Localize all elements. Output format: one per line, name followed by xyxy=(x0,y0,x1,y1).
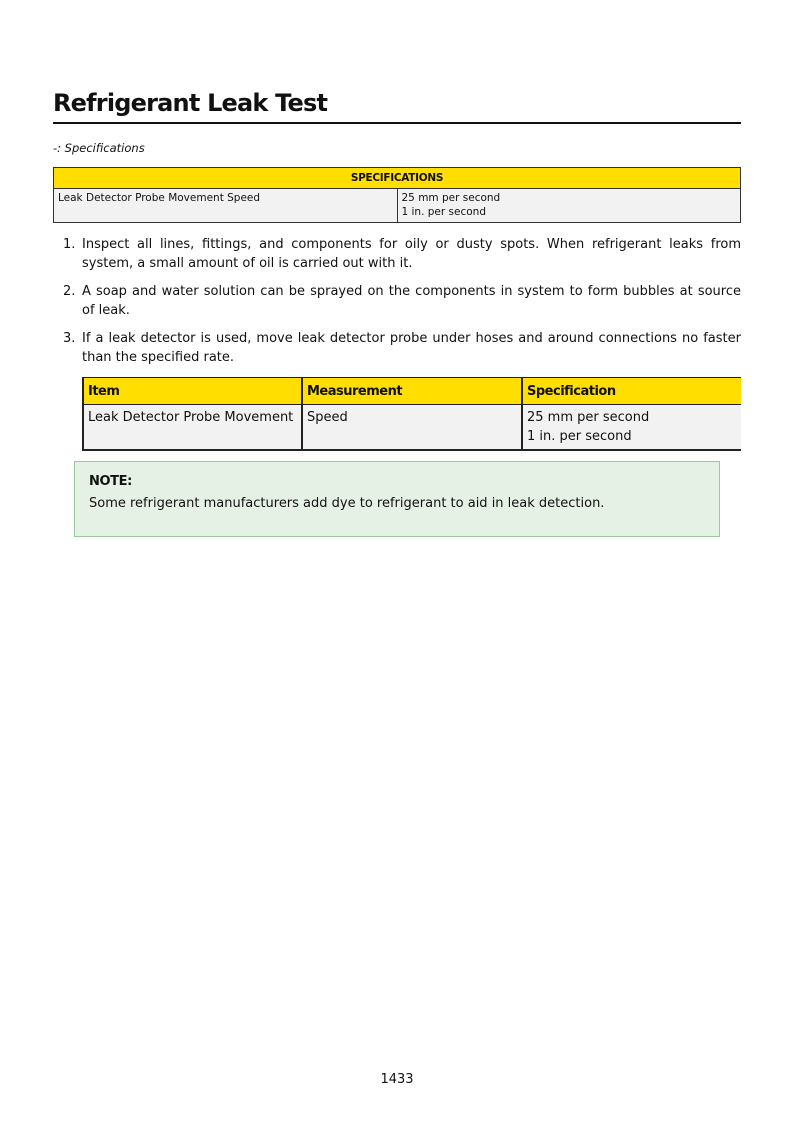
step-text: Inspect all lines, fittings, and components for oily or dusty spots. When refrigerant leaks from system, a small amount of oil is carried out with it. xyxy=(82,237,741,271)
list-item xyxy=(53,329,741,367)
step-text: A soap and water solution can be sprayed on the components in system to form bubbles at source of leak. xyxy=(82,284,741,318)
step-number: 1. xyxy=(63,237,76,252)
measurement-cell: Speed xyxy=(302,405,522,451)
specification-metric: 25 mm per second xyxy=(527,410,650,425)
column-header-item: Item xyxy=(83,378,302,405)
specifications-header-row xyxy=(54,168,741,189)
specifications-table xyxy=(53,167,741,223)
note-text: Some refrigerant manufacturers add dye to refrigerant to aid in leak detection. xyxy=(89,496,605,511)
item-cell: Leak Detector Probe Movement xyxy=(83,405,302,451)
note-title: NOTE: xyxy=(89,474,132,489)
specifications-caption: -: Specifications xyxy=(53,141,145,155)
column-header-specification: Specification xyxy=(522,378,741,405)
step-text: If a leak detector is used, move leak detector probe under hoses and around connections no faster than the specified rate. xyxy=(82,331,741,365)
spec-value-metric: 25 mm per second xyxy=(401,192,501,204)
procedure-steps xyxy=(53,235,741,376)
table-row xyxy=(54,189,741,223)
step-number: 2. xyxy=(63,284,76,299)
specification-imperial: 1 in. per second xyxy=(527,429,632,444)
column-header-measurement: Measurement xyxy=(302,378,522,405)
page-number: 1433 xyxy=(380,1072,414,1087)
specifications-header: SPECIFICATIONS xyxy=(54,168,741,189)
step-number: 3. xyxy=(63,331,76,346)
table-row xyxy=(83,405,741,451)
measurement-table xyxy=(82,377,741,451)
page-title: Refrigerant Leak Test xyxy=(53,86,741,124)
note-box xyxy=(74,461,720,537)
list-item xyxy=(53,235,741,273)
measurement-header-row xyxy=(83,378,741,405)
spec-item-cell: Leak Detector Probe Movement Speed xyxy=(54,189,398,223)
spec-value-cell xyxy=(397,189,741,223)
spec-value-imperial: 1 in. per second xyxy=(401,206,486,218)
list-item xyxy=(53,282,741,320)
specification-cell xyxy=(522,405,741,451)
